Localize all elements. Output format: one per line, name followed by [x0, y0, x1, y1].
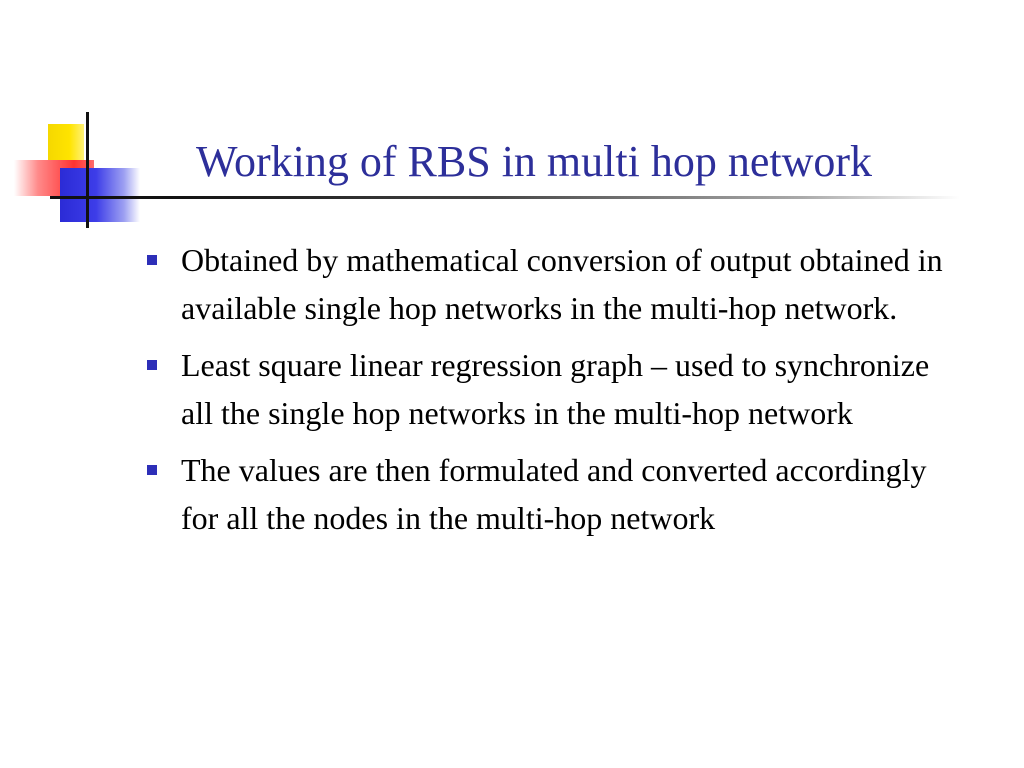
bullet-item-3 [142, 446, 962, 542]
bullet-text: Obtained by mathematical conversion of output obtained in available single hop networks in the multi-hop network. [181, 242, 943, 326]
square-bullet-icon [147, 465, 157, 475]
bullet-text: Least square linear regression graph – used to synchronize all the single hop networks in the multi-hop network [181, 347, 930, 431]
bullet-list [142, 236, 962, 551]
square-bullet-icon [147, 360, 157, 370]
square-bullet-icon [147, 255, 157, 265]
bullet-text: The values are then formulated and converted accordingly for all the nodes in the multi-hop network [181, 452, 927, 536]
bullet-item-2 [142, 341, 962, 437]
logo-horizontal-line [50, 196, 172, 199]
title-underline [170, 196, 960, 199]
slide-title: Working of RBS in multi hop network [196, 137, 873, 186]
bullet-item-1 [142, 236, 962, 332]
logo-vertical-line [86, 112, 89, 228]
logo-blue-square [60, 168, 140, 222]
